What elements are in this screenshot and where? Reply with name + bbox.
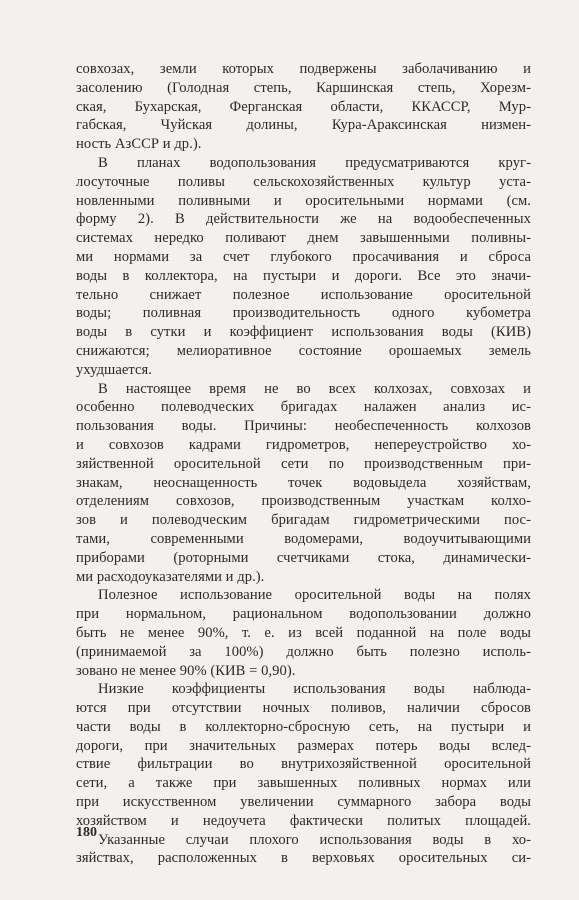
- text-line: форму 2). В действительности же на водообеспеченных: [76, 211, 531, 228]
- text-line: ются при отсутствии ночных поливов, наличии сбросов: [76, 700, 531, 717]
- body-text: [76, 60, 531, 868]
- text-line: воды; поливная производительность одного кубометра: [76, 305, 531, 322]
- text-line: совхозах, земли которых подвержены заболачиванию и: [76, 61, 531, 77]
- text-line: системах нередко поливают днем завышенными поливны-: [76, 230, 531, 247]
- text-line: воды в коллектора, на пустыри и дороги. Все это значи-: [76, 267, 531, 284]
- text-line: ми нормами за счет глубокого просачивания и сброса: [76, 248, 531, 265]
- text-line: Указанные случаи плохого использования воды в хо-: [98, 831, 531, 848]
- text-line: отделениям совхозов, производственным участкам колхо-: [76, 493, 531, 510]
- text-line: Полезное использование оросительной воды на полях: [98, 587, 531, 604]
- text-line: зовано не менее 90% (КИВ = 0,90).: [76, 662, 296, 679]
- text-line: тельно снижает полезное использование оросительной: [76, 286, 531, 303]
- text-line: знакам, неоснащенность точек водовыдела хозяйствам,: [76, 474, 531, 491]
- page-number: 180: [76, 825, 97, 840]
- text-line: новленными поливными и оросительными нормами (см.: [76, 192, 531, 209]
- text-line: при нормальном, рациональном водопользовании должно: [76, 606, 531, 623]
- text-line: ухудшается.: [76, 361, 152, 378]
- text-line: габская, Чуйская долины, Кура-Араксинская низмен-: [76, 117, 531, 134]
- text-line: тами, современными водомерами, водоучитывающими: [76, 530, 531, 547]
- text-line: лосуточные поливы сельскохозяйственных культур уста-: [76, 173, 531, 190]
- text-line: Низкие коэффициенты использования воды наблюда-: [98, 681, 531, 698]
- text-line: зяйствах, расположенных в верховьях оросительных си-: [76, 850, 531, 867]
- text-line: зов и полеводческим бригадам гидрометрическими пос-: [76, 512, 531, 529]
- text-line: снижаются; мелиоративное состояние орошаемых земель: [76, 342, 531, 359]
- text-line: сети, а также при завышенных поливных нормах или: [76, 775, 531, 792]
- text-line: приборами (роторными счетчиками стока, динамически-: [76, 549, 531, 566]
- text-line: зяйственной оросительной сети по производственным при-: [76, 455, 531, 472]
- text-line: части воды в коллекторно-сбросную сеть, на пустыри и: [76, 718, 531, 735]
- text-line: (принимаемой за 100%) должно быть полезно исполь-: [76, 643, 531, 660]
- text-line: В настоящее время не во всех колхозах, совхозах и: [98, 380, 531, 397]
- text-line: при искусственном увеличении суммарного забора воды: [76, 794, 531, 811]
- text-line: хозяйством и недоучета фактически политых площадей.: [76, 812, 531, 829]
- text-line: В планах водопользования предусматриваются круг-: [98, 154, 531, 171]
- text-line: и совхозов кадрами гидрометров, непереустройство хо-: [76, 436, 531, 453]
- text-line: ствие фильтрации во внутрихозяйственной оросительной: [76, 756, 531, 773]
- text-line: ская, Бухарская, Ферганская области, ККАССР, Мур-: [76, 98, 531, 115]
- text-line: пользования воды. Причины: необеспеченность колхозов: [76, 418, 531, 435]
- text-line: ми расходоуказателями и др.).: [76, 568, 265, 585]
- text-line: особенно полеводческих бригадах налажен анализ ис-: [76, 399, 531, 416]
- text-line: дороги, при значительных размерах потерь воды вслед-: [76, 737, 531, 754]
- text-line: воды в сутки и коэффициент использования воды (КИВ): [76, 324, 531, 341]
- text-line: быть не менее 90%, т. е. из всей поданной на поле воды: [76, 624, 531, 641]
- text-line: ность АзССР и др.).: [76, 136, 202, 153]
- text-line: засолению (Голодная степь, Каршинская степь, Хорезм-: [76, 79, 531, 96]
